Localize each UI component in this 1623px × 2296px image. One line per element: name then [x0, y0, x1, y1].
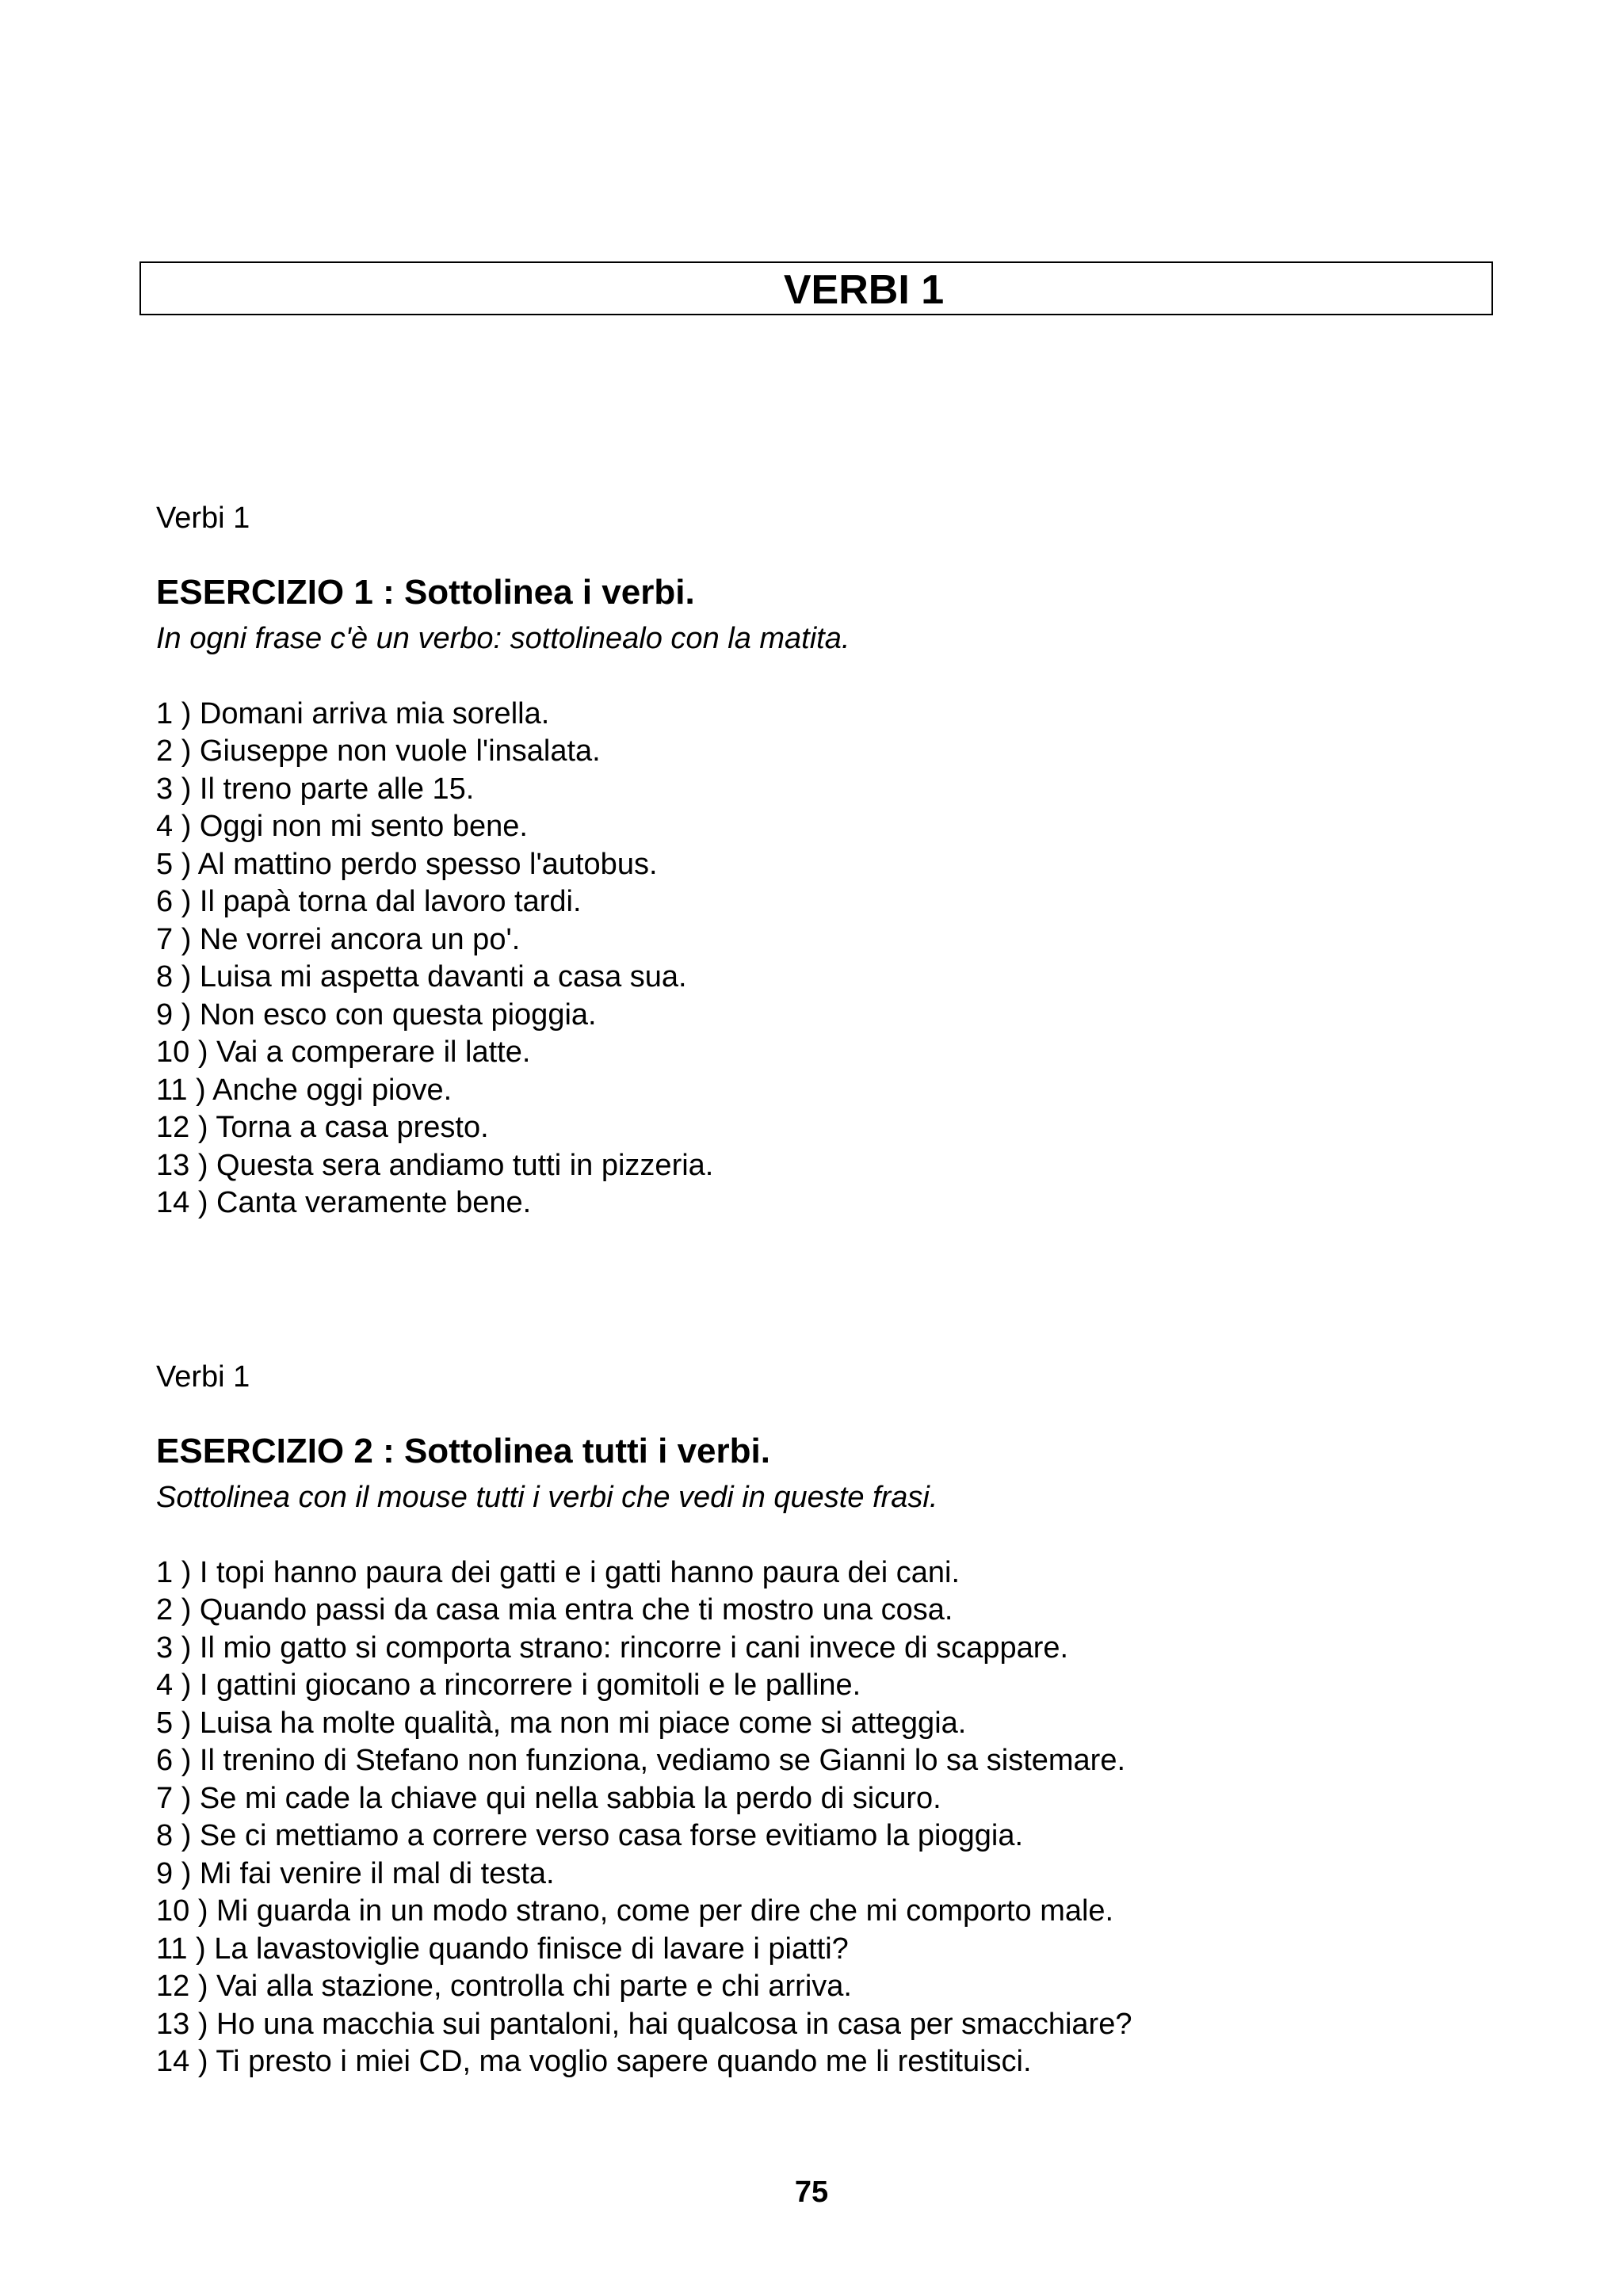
exercise-item: 3 ) Il treno parte alle 15.: [156, 772, 475, 806]
page-title-box: [139, 261, 1493, 315]
exercise-item: 2 ) Giuseppe non vuole l'insalata.: [156, 734, 601, 769]
exercise-1: [156, 501, 1503, 1222]
exercise-item: 6 ) Il papà torna dal lavoro tardi.: [156, 885, 582, 919]
exercise-item: 14 ) Ti presto i miei CD, ma voglio sapere quando me li restituisci.: [156, 2045, 1032, 2079]
exercise-item: 7 ) Ne vorrei ancora un po'.: [156, 922, 521, 956]
exercise-item: 1 ) Domani arriva mia sorella.: [156, 696, 550, 730]
exercise-item: 4 ) I gattini giocano a rincorrere i gomitoli e le palline.: [156, 1669, 861, 1703]
exercise-2-label: Verbi 1: [156, 1360, 250, 1394]
exercise-1-instruction: In ogni frase c'è un verbo: sottolinealo con la matita.: [156, 622, 850, 656]
exercise-2: [156, 1360, 1503, 2081]
exercise-item: 10 ) Mi guarda in un modo strano, come per dire che mi comporto male.: [156, 1894, 1114, 1928]
exercise-item: 12 ) Vai alla stazione, controlla chi parte e chi arriva.: [156, 1970, 852, 2004]
exercise-item: 11 ) Anche oggi piove.: [156, 1073, 453, 1107]
exercise-item: 4 ) Oggi non mi sento bene.: [156, 810, 528, 844]
exercise-item: 13 ) Questa sera andiamo tutti in pizzeria.: [156, 1148, 714, 1182]
exercise-item: 11 ) La lavastoviglie quando finisce di lavare i piatti?: [156, 1932, 849, 1966]
page-number: 75: [794, 2176, 829, 2209]
exercise-item: 14 ) Canta veramente bene.: [156, 1186, 532, 1220]
exercise-2-instruction: Sottolinea con il mouse tutti i verbi che vedi in queste frasi.: [156, 1481, 938, 1515]
exercise-item: 10 ) Vai a comperare il latte.: [156, 1035, 531, 1070]
exercise-item: 3 ) Il mio gatto si comporta strano: rincorre i cani invece di scappare.: [156, 1630, 1069, 1665]
exercise-item: 9 ) Mi fai venire il mal di testa.: [156, 1856, 555, 1890]
exercise-item: 8 ) Se ci mettiamo a correre verso casa forse evitiamo la pioggia.: [156, 1819, 1024, 1853]
exercise-item: 5 ) Luisa ha molte qualità, ma non mi piace come si atteggia.: [156, 1706, 967, 1740]
exercise-item: 8 ) Luisa mi aspetta davanti a casa sua.: [156, 960, 687, 994]
exercise-1-heading: ESERCIZIO 1 : Sottolinea i verbi.: [156, 572, 695, 612]
exercise-1-items: [156, 696, 1503, 1222]
exercise-item: 5 ) Al mattino perdo spesso l'autobus.: [156, 847, 658, 881]
exercise-2-items: [156, 1554, 1503, 2081]
exercise-item: 1 ) I topi hanno paura dei gatti e i gatti hanno paura dei cani.: [156, 1555, 960, 1589]
exercise-1-label: Verbi 1: [156, 502, 250, 535]
page-title: VERBI 1: [783, 267, 945, 313]
exercise-item: 6 ) Il trenino di Stefano non funziona, vediamo se Gianni lo sa sistemare.: [156, 1744, 1126, 1778]
exercise-item: 2 ) Quando passi da casa mia entra che ti mostro una cosa.: [156, 1593, 953, 1627]
exercise-item: 12 ) Torna a casa presto.: [156, 1111, 489, 1145]
exercise-item: 13 ) Ho una macchia sui pantaloni, hai qualcosa in casa per smacchiare?: [156, 2007, 1132, 2041]
exercise-2-heading: ESERCIZIO 2 : Sottolinea tutti i verbi.: [156, 1431, 770, 1470]
exercise-item: 9 ) Non esco con questa pioggia.: [156, 997, 597, 1032]
exercise-item: 7 ) Se mi cade la chiave qui nella sabbia la perdo di sicuro.: [156, 1781, 941, 1815]
